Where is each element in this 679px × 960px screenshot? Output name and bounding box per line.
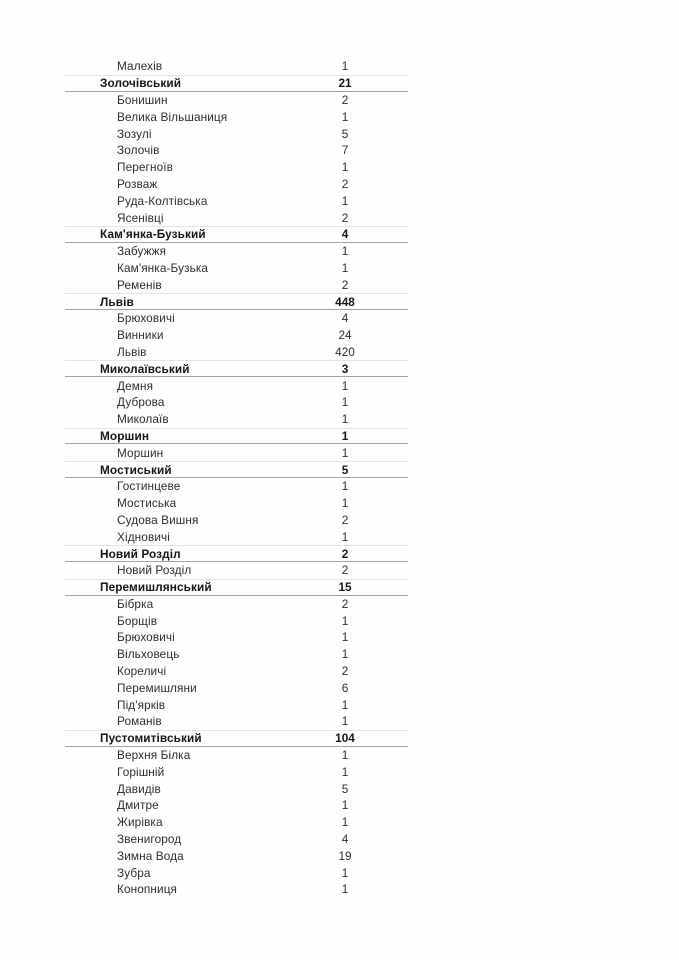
district-name-cell: Миколаївський bbox=[100, 361, 190, 376]
locality-name-cell: Верхня Білка bbox=[117, 748, 191, 763]
locality-row bbox=[65, 394, 408, 411]
locality-name-cell: Руда-Колтівська bbox=[117, 193, 208, 208]
count-cell: 1 bbox=[341, 479, 349, 494]
locality-name-cell: Дуброва bbox=[117, 395, 165, 410]
locality-row bbox=[65, 92, 408, 109]
locality-row bbox=[65, 881, 408, 898]
locality-row bbox=[65, 831, 408, 848]
locality-name-cell: Кам'янка-Бузька bbox=[117, 260, 209, 275]
locality-name-cell: Бонишин bbox=[117, 92, 168, 107]
locality-name-cell: Романів bbox=[117, 714, 162, 729]
count-cell: 420 bbox=[335, 344, 355, 359]
localities-count-table bbox=[65, 58, 408, 898]
locality-name-cell: Ременів bbox=[117, 277, 162, 292]
locality-row bbox=[65, 596, 408, 613]
locality-name-cell: Велика Вільшаниця bbox=[117, 109, 228, 124]
count-cell: 24 bbox=[338, 328, 352, 343]
district-row bbox=[65, 428, 408, 445]
locality-row bbox=[65, 612, 408, 629]
count-cell: 1 bbox=[341, 395, 349, 410]
locality-row bbox=[65, 646, 408, 663]
count-cell: 2 bbox=[341, 210, 349, 225]
count-cell: 2 bbox=[341, 512, 349, 527]
locality-row bbox=[65, 847, 408, 864]
locality-name-cell: Забужжя bbox=[117, 244, 167, 259]
locality-row bbox=[65, 411, 408, 428]
count-cell: 2 bbox=[341, 563, 349, 578]
locality-row bbox=[65, 797, 408, 814]
locality-row bbox=[65, 276, 408, 293]
locality-name-cell: Демня bbox=[117, 378, 154, 393]
district-name-cell: Кам'янка-Бузький bbox=[100, 227, 206, 242]
locality-row bbox=[65, 713, 408, 730]
locality-name-cell: Ясенівці bbox=[117, 210, 164, 225]
district-name-cell: Моршин bbox=[100, 428, 150, 443]
locality-row bbox=[65, 209, 408, 226]
district-row bbox=[65, 75, 408, 92]
locality-name-cell: Судова Вишня bbox=[117, 512, 199, 527]
locality-name-cell: Бібрка bbox=[117, 596, 154, 611]
locality-row bbox=[65, 176, 408, 193]
count-cell: 4 bbox=[341, 832, 349, 847]
count-cell: 1 bbox=[341, 496, 349, 511]
count-cell: 2 bbox=[341, 176, 349, 191]
locality-name-cell: Новий Розділ bbox=[117, 563, 192, 578]
count-cell: 1 bbox=[341, 630, 349, 645]
count-cell: 15 bbox=[338, 580, 352, 595]
count-cell: 1 bbox=[341, 748, 349, 763]
count-cell: 4 bbox=[341, 227, 349, 242]
count-cell: 1 bbox=[341, 378, 349, 393]
locality-name-cell: Гостинцеве bbox=[117, 479, 181, 494]
locality-name-cell: Хідновичі bbox=[117, 529, 170, 544]
locality-name-cell: Перемишляни bbox=[117, 680, 197, 695]
locality-row bbox=[65, 679, 408, 696]
locality-name-cell: Миколаїв bbox=[117, 412, 169, 427]
locality-row bbox=[65, 58, 408, 75]
count-cell: 4 bbox=[341, 311, 349, 326]
locality-row bbox=[65, 192, 408, 209]
locality-name-cell: Винники bbox=[117, 328, 164, 343]
district-row bbox=[65, 293, 408, 310]
district-row bbox=[65, 545, 408, 562]
count-cell: 1 bbox=[341, 647, 349, 662]
locality-name-cell: Брюховичі bbox=[117, 311, 175, 326]
count-cell: 448 bbox=[335, 294, 355, 309]
district-name-cell: Новий Розділ bbox=[100, 546, 181, 561]
count-cell: 7 bbox=[341, 143, 349, 158]
count-cell: 2 bbox=[341, 596, 349, 611]
count-cell: 1 bbox=[341, 260, 349, 275]
locality-row bbox=[65, 125, 408, 142]
district-row bbox=[65, 730, 408, 747]
locality-name-cell: Брюховичі bbox=[117, 630, 175, 645]
locality-row bbox=[65, 327, 408, 344]
locality-row bbox=[65, 444, 408, 461]
count-cell: 1 bbox=[341, 109, 349, 124]
count-cell: 5 bbox=[341, 781, 349, 796]
locality-row bbox=[65, 310, 408, 327]
locality-name-cell: Зимна Вода bbox=[117, 848, 184, 863]
locality-row bbox=[65, 344, 408, 361]
count-cell: 2 bbox=[341, 92, 349, 107]
count-cell: 1 bbox=[341, 815, 349, 830]
locality-name-cell: Розваж bbox=[117, 176, 158, 191]
district-row bbox=[65, 579, 408, 596]
count-cell: 1 bbox=[341, 865, 349, 880]
locality-name-cell: Жирівка bbox=[117, 815, 163, 830]
locality-name-cell: Кореличі bbox=[117, 664, 167, 679]
count-cell: 5 bbox=[341, 462, 349, 477]
locality-name-cell: Конопниця bbox=[117, 882, 178, 897]
locality-row bbox=[65, 562, 408, 579]
district-name-cell: Перемишлянський bbox=[100, 580, 212, 595]
count-cell: 1 bbox=[341, 714, 349, 729]
count-cell: 21 bbox=[338, 76, 352, 91]
count-cell: 1 bbox=[341, 882, 349, 897]
locality-row bbox=[65, 864, 408, 881]
locality-row bbox=[65, 663, 408, 680]
locality-row bbox=[65, 696, 408, 713]
locality-row bbox=[65, 478, 408, 495]
locality-name-cell: Золочів bbox=[117, 143, 160, 158]
count-cell: 3 bbox=[341, 361, 349, 376]
locality-row bbox=[65, 243, 408, 260]
locality-row bbox=[65, 528, 408, 545]
district-name-cell: Мостиський bbox=[100, 462, 172, 477]
count-cell: 1 bbox=[341, 798, 349, 813]
locality-name-cell: Дмитре bbox=[117, 798, 159, 813]
locality-row bbox=[65, 377, 408, 394]
locality-name-cell: Моршин bbox=[117, 445, 164, 460]
locality-name-cell: Борщів bbox=[117, 613, 158, 628]
count-cell: 1 bbox=[341, 764, 349, 779]
locality-row bbox=[65, 159, 408, 176]
locality-name-cell: Звенигород bbox=[117, 832, 182, 847]
count-cell: 1 bbox=[341, 244, 349, 259]
count-cell: 1 bbox=[341, 59, 349, 74]
count-cell: 5 bbox=[341, 126, 349, 141]
count-cell: 104 bbox=[335, 731, 355, 746]
locality-name-cell: Мостиська bbox=[117, 496, 177, 511]
count-cell: 1 bbox=[341, 529, 349, 544]
locality-name-cell: Зубра bbox=[117, 865, 151, 880]
locality-row bbox=[65, 763, 408, 780]
locality-name-cell: Малехів bbox=[117, 59, 163, 74]
count-cell: 2 bbox=[341, 277, 349, 292]
count-cell: 2 bbox=[341, 664, 349, 679]
locality-name-cell: Давидів bbox=[117, 781, 161, 796]
locality-row bbox=[65, 814, 408, 831]
count-cell: 1 bbox=[341, 160, 349, 175]
count-cell: 1 bbox=[341, 613, 349, 628]
count-cell: 2 bbox=[341, 546, 349, 561]
locality-row bbox=[65, 780, 408, 797]
locality-row bbox=[65, 629, 408, 646]
locality-row bbox=[65, 108, 408, 125]
count-cell: 6 bbox=[341, 680, 349, 695]
locality-row bbox=[65, 512, 408, 529]
district-row bbox=[65, 360, 408, 377]
district-name-cell: Золочівський bbox=[100, 76, 182, 91]
count-cell: 1 bbox=[341, 428, 349, 443]
locality-name-cell: Горішній bbox=[117, 764, 165, 779]
count-cell: 1 bbox=[341, 445, 349, 460]
locality-name-cell: Під'ярків bbox=[117, 697, 166, 712]
locality-row bbox=[65, 747, 408, 764]
locality-name-cell: Перегноїв bbox=[117, 160, 173, 175]
district-row bbox=[65, 461, 408, 478]
count-cell: 1 bbox=[341, 697, 349, 712]
locality-row bbox=[65, 495, 408, 512]
locality-name-cell: Львів bbox=[117, 344, 147, 359]
count-cell: 1 bbox=[341, 193, 349, 208]
locality-name-cell: Вільховець bbox=[117, 647, 180, 662]
count-cell: 19 bbox=[338, 848, 352, 863]
district-name-cell: Львів bbox=[100, 294, 134, 309]
district-row bbox=[65, 226, 408, 243]
locality-name-cell: Зозулі bbox=[117, 126, 152, 141]
locality-row bbox=[65, 142, 408, 159]
count-cell: 1 bbox=[341, 412, 349, 427]
locality-row bbox=[65, 260, 408, 277]
district-name-cell: Пустомитівський bbox=[100, 731, 202, 746]
